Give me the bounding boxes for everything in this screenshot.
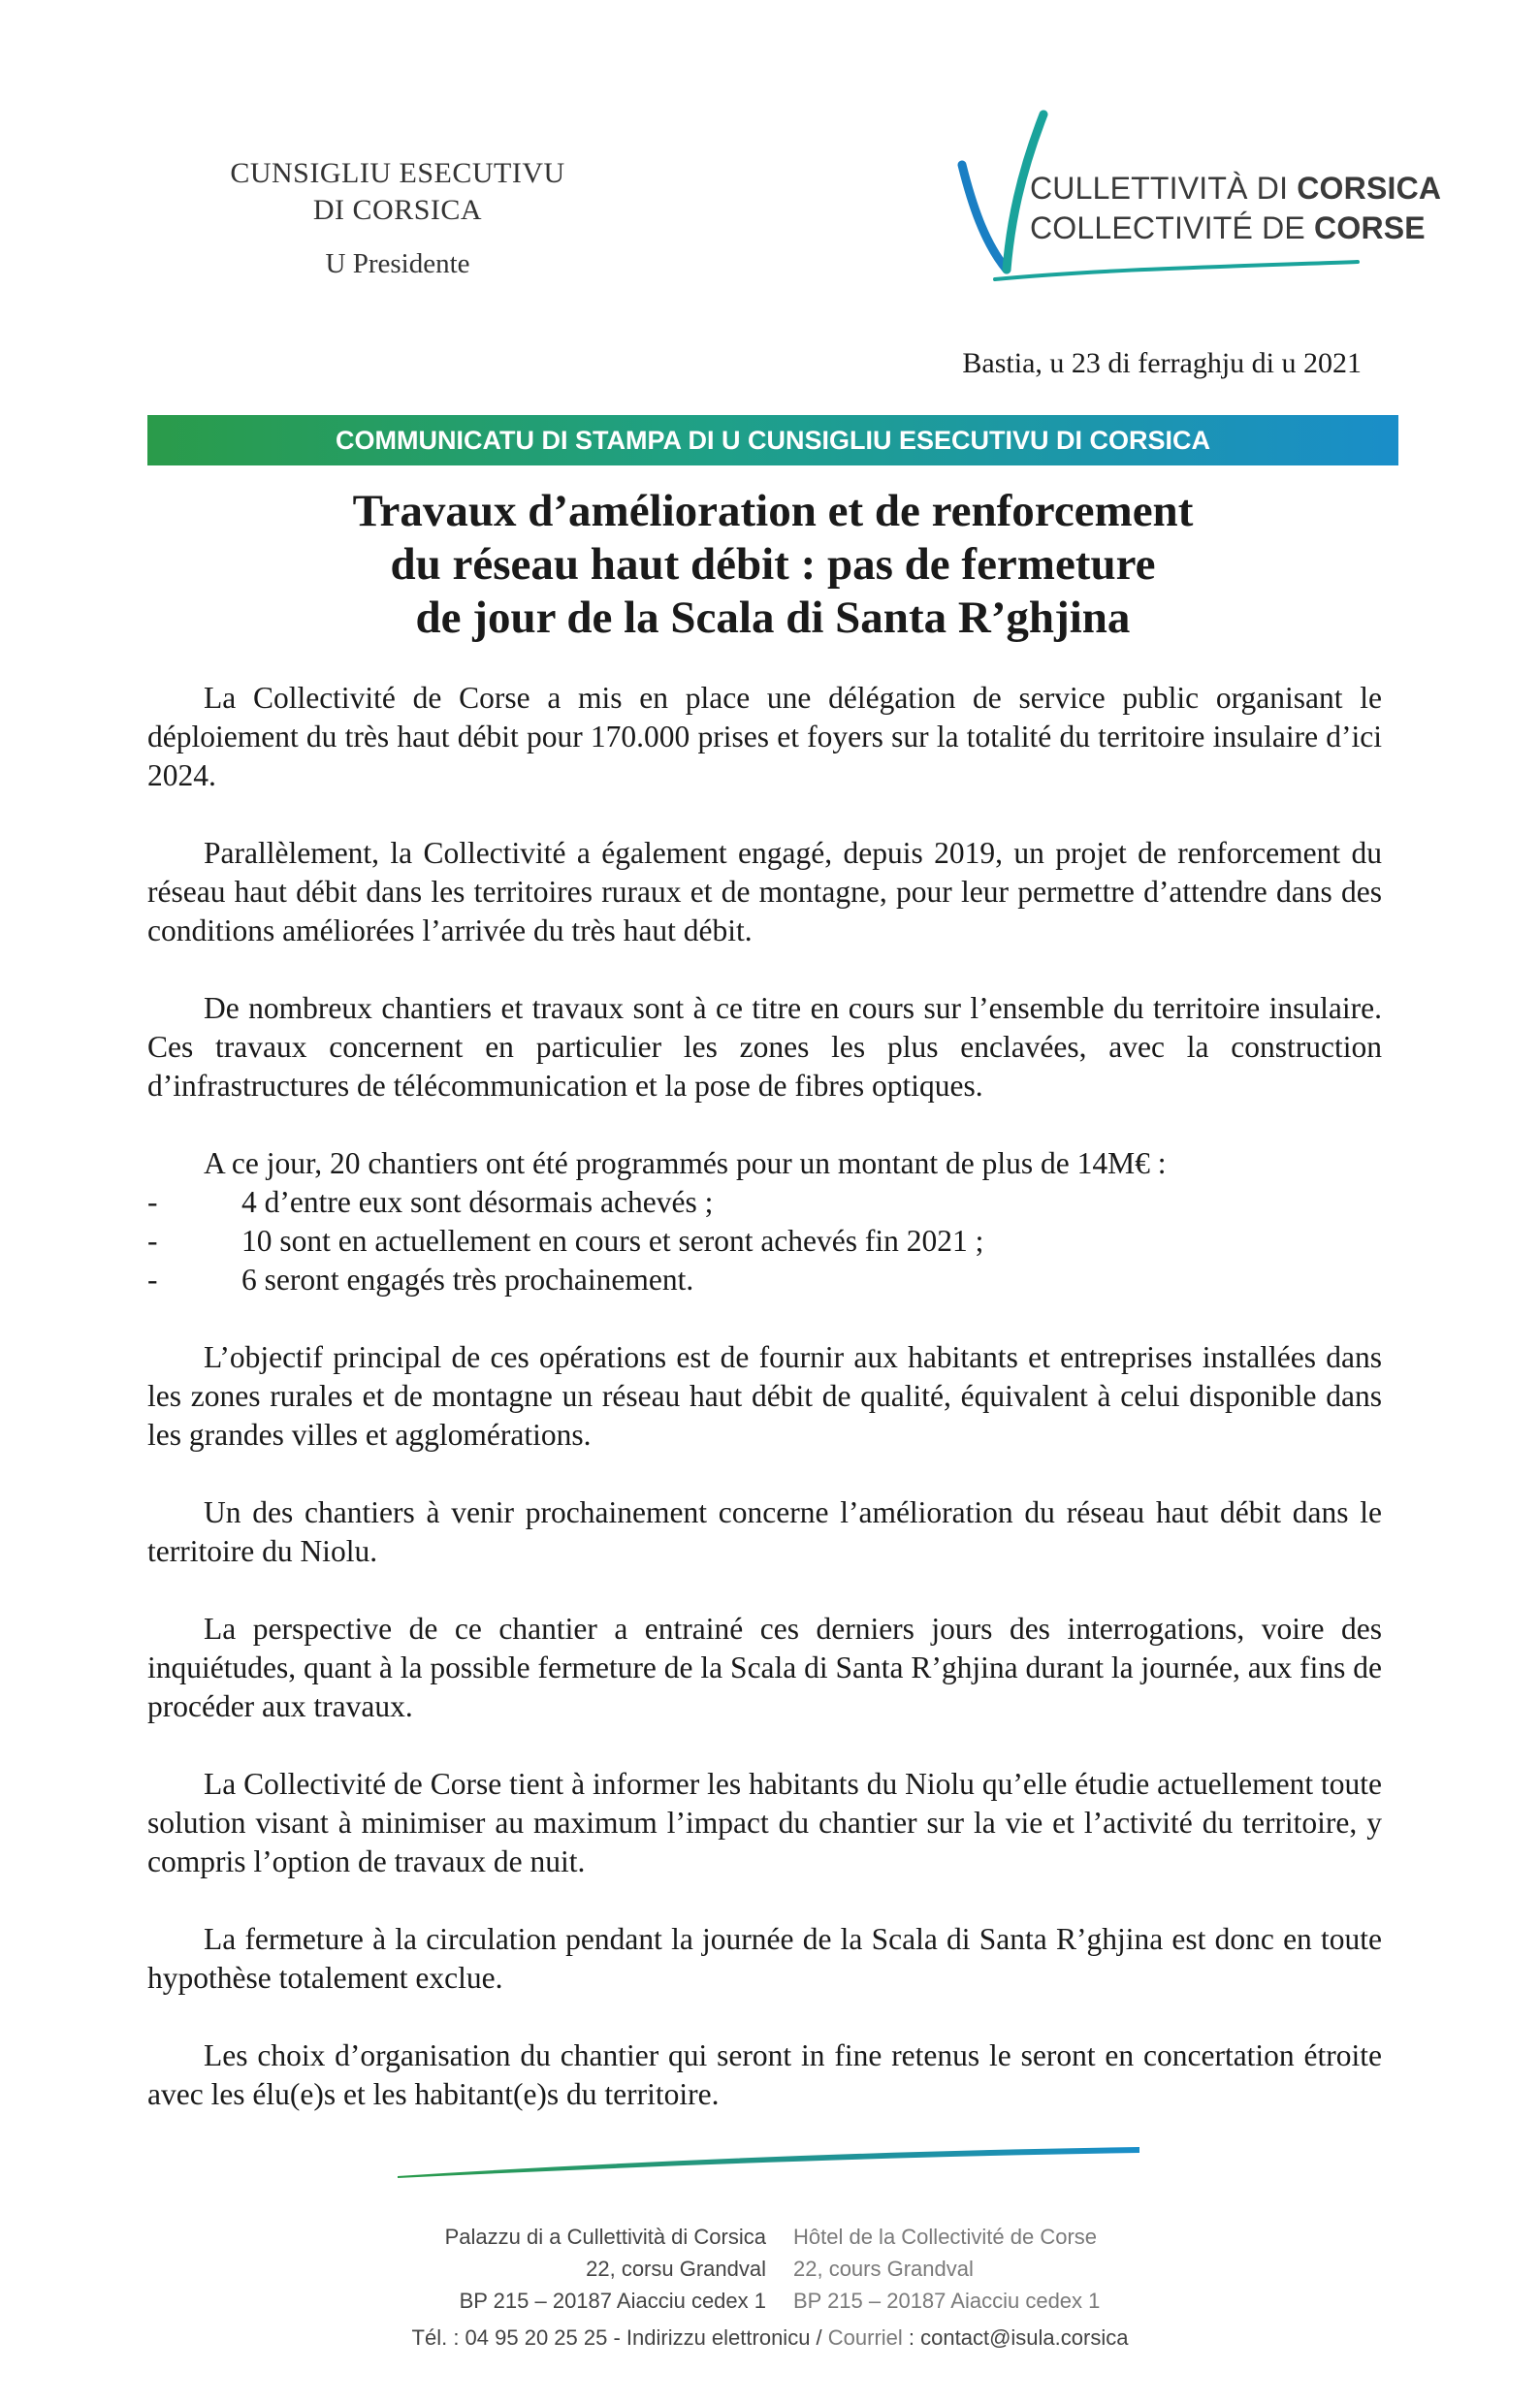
- org-header: [194, 155, 601, 280]
- address-line: Hôtel de la Collectivité de Corse: [793, 2225, 1098, 2249]
- footer-contact: Tél. : 04 95 20 25 25 - Indirizzu elettronicu / Courriel : contact@isula.corsica: [411, 2325, 1129, 2350]
- list-item: - 10 sont en actuellement en cours et seront achevés fin 2021 ;: [147, 1222, 1382, 1261]
- collectivite-logo: [950, 107, 1442, 301]
- paragraph: La Collectivité de Corse a mis en place une délégation de service public organisant le déploiement du très haut débit pour 170.000 prises et foyers sur la totalité du territoire insulaire d’ici 2024.: [147, 681, 1382, 792]
- list-item: - 4 d’entre eux sont désormais achevés ;: [147, 1183, 1382, 1222]
- paragraph: La Collectivité de Corse tient à informer les habitants du Niolu qu’elle étudie actuellement toute solution visant à minimiser au maximum l’impact du chantier sur la vie et l’activité du territoire, y compris l’option de travaux de nuit.: [147, 1767, 1382, 1878]
- paragraph: A ce jour, 20 chantiers ont été programmés pour un montant de plus de 14M€ :: [204, 1146, 1167, 1180]
- logo-text-corse: COLLECTIVITÉ DE CORSE: [1030, 210, 1426, 245]
- paragraph: De nombreux chantiers et travaux sont à ce titre en cours sur l’ensemble du territoire insulaire. Ces travaux concernent en particulier les zones les plus enclavées, avec la construction d’infrastructures de télécommunication et la pose de fibres optiques.: [147, 991, 1382, 1103]
- worksite-list: [147, 1183, 1382, 1299]
- document-date: Bastia, u 23 di ferraghju di u 2021: [962, 347, 1362, 379]
- org-role: U Presidente: [325, 248, 470, 279]
- paragraph: La perspective de ce chantier a entrainé ces derniers jours des interrogations, voire des inquiétudes, quant à la possible fermeture de la Scala di Santa R’ghjina durant la journée, aux fins de procéder aux travaux.: [147, 1612, 1382, 1723]
- footer-swoosh-icon: [398, 2143, 1144, 2182]
- address-line: 22, corsu Grandval: [586, 2257, 766, 2281]
- address-line: BP 215 – 20187 Aiacciu cedex 1: [459, 2289, 766, 2313]
- press-release-banner: COMMUNICATU DI STAMPA DI U CUNSIGLIU ESECUTIVU DI CORSICA: [147, 415, 1398, 465]
- footer-address-corsican: [369, 2221, 766, 2317]
- title-line: Travaux d’amélioration et de renforcement: [352, 486, 1194, 536]
- footer-address-french: [793, 2221, 1201, 2317]
- paragraph: Les choix d’organisation du chantier qui seront in fine retenus le seront en concertation étroite avec les élu(e)s et les habitant(e)s du territoire.: [147, 2038, 1382, 2111]
- address-line: BP 215 – 20187 Aiacciu cedex 1: [793, 2289, 1101, 2313]
- paragraph: Parallèlement, la Collectivité a également engagé, depuis 2019, un projet de renforcement du réseau haut débit dans les territoires ruraux et de montagne, pour leur permettre d’attendre dans des conditions améliorées l’arrivée du très haut débit.: [147, 836, 1382, 947]
- list-item: - 6 seront engagés très prochainement.: [147, 1261, 1382, 1299]
- org-name-line2: DI CORSICA: [312, 194, 483, 226]
- paragraph: La fermeture à la circulation pendant la journée de la Scala di Santa R’ghjina est donc en toute hypothèse totalement exclue.: [147, 1922, 1382, 1995]
- address-line: 22, cours Grandval: [793, 2257, 974, 2281]
- document-title: [147, 485, 1398, 645]
- paragraph: Un des chantiers à venir prochainement concerne l’amélioration du réseau haut débit dans le territoire du Niolu.: [147, 1495, 1382, 1568]
- paragraph: L’objectif principal de ces opérations est de fournir aux habitants et entreprises installées dans les zones rurales et de montagne un réseau haut débit de qualité, équivalent à celui disponible dans les grandes villes et agglomérations.: [147, 1340, 1382, 1452]
- document-body: [147, 679, 1382, 2153]
- org-name-line1: CUNSIGLIU ESECUTIVU: [230, 157, 565, 189]
- contact-email[interactable]: : contact@isula.corsica: [902, 2325, 1129, 2350]
- title-line: du réseau haut débit : pas de fermeture: [390, 539, 1156, 590]
- address-line: Palazzu di a Cullettività di Corsica: [444, 2225, 766, 2249]
- title-line: de jour de la Scala di Santa R’ghjina: [415, 593, 1131, 643]
- logo-text-corsica: CULLETTIVITÀ DI CORSICA: [1030, 171, 1442, 206]
